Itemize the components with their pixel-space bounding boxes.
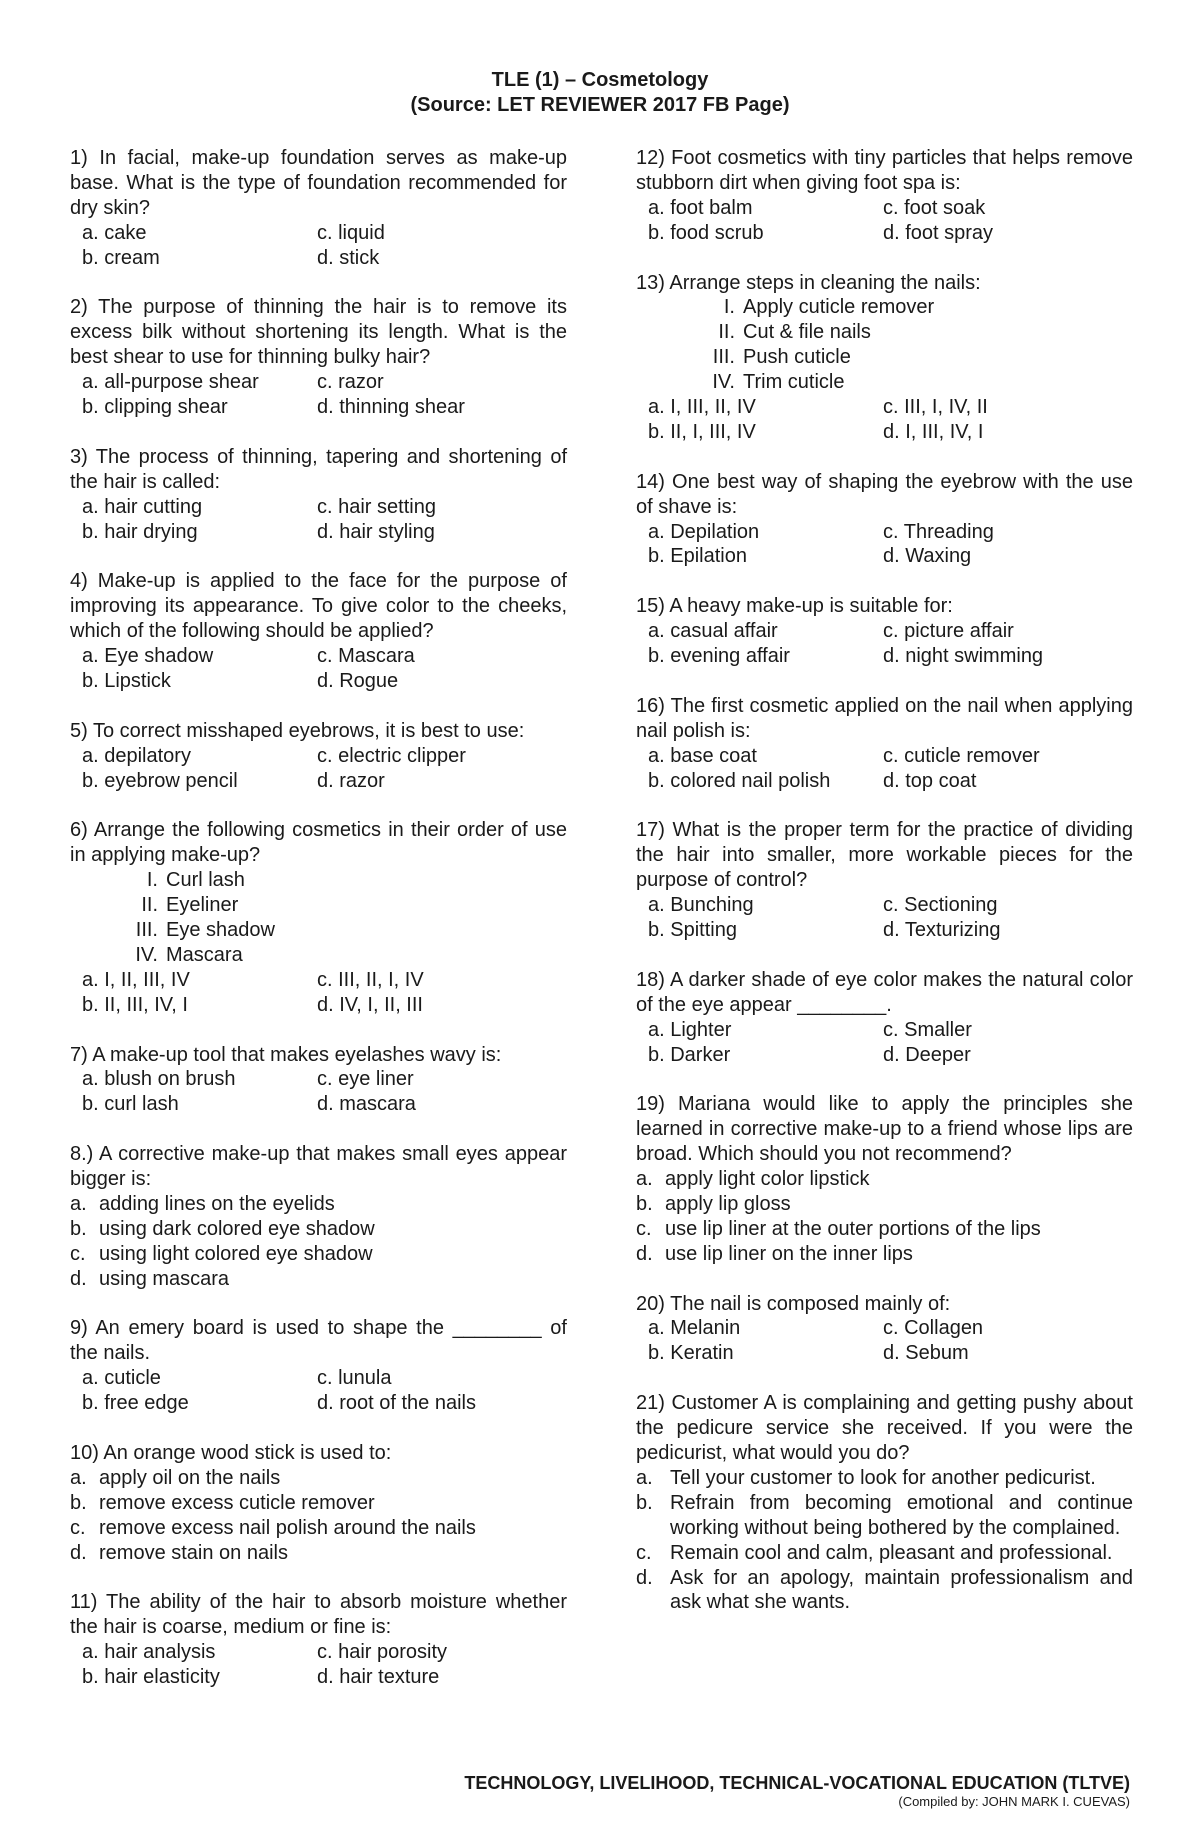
question-14	[636, 470, 1133, 570]
option-c: c. hair porosity	[317, 1641, 448, 1664]
option-b: b. evening affair	[648, 645, 790, 668]
list-item: IV. Trim cuticle	[712, 371, 845, 394]
option-b: b. cream	[82, 246, 160, 269]
option-c: c. Threading	[883, 520, 994, 543]
question-stem: 8.) A corrective make-up that makes small eyes appear bigger is:	[70, 1143, 567, 1191]
option-list	[70, 1192, 567, 1292]
option-list	[636, 1167, 1133, 1267]
question-stem: 6) Arrange the following cosmetics in their order of use in applying make-up?	[70, 819, 567, 867]
option-b: b. colored nail polish	[648, 769, 831, 792]
option-c: c. liquid	[317, 221, 385, 244]
option-b: b. clipping shear	[82, 396, 228, 419]
option-d: d. Ask for an apology, maintain professionalism and ask what she wants.	[636, 1566, 1133, 1614]
right-column	[636, 146, 1133, 1640]
option-d: d. root of the nails	[317, 1392, 476, 1415]
question-16	[636, 694, 1133, 794]
question-stem: 9) An emery board is used to shape the ________ of the nails.	[70, 1317, 567, 1365]
document-footer	[464, 1772, 1130, 1810]
question-stem: 21) Customer A is complaining and getting pushy about the pedicure service she received. If you were the pedicurist, what would you do?	[636, 1392, 1133, 1464]
option-a: a. all-purpose shear	[82, 371, 259, 394]
option-b: b. II, I, III, IV	[648, 420, 756, 443]
question-stem: 10) An orange wood stick is used to:	[70, 1441, 392, 1464]
option-b: b. Keratin	[648, 1342, 734, 1365]
option-b: b. Lipstick	[82, 669, 171, 692]
option-a: a. foot balm	[648, 196, 753, 219]
option-b: b. Spitting	[648, 919, 737, 942]
option-a: a. Bunching	[648, 894, 754, 917]
list-item: I. Apply cuticle remover	[723, 296, 935, 319]
list-item: I. Curl lash	[146, 869, 245, 892]
option-c: c. use lip liner at the outer portions of the lips	[636, 1217, 1041, 1240]
question-8	[70, 1142, 567, 1291]
option-d: d. stick	[317, 246, 380, 269]
option-a: a. I, III, II, IV	[648, 396, 756, 419]
list-item: III. Eye shadow	[135, 919, 275, 942]
question-12	[636, 146, 1133, 246]
list-item: IV. Mascara	[135, 943, 243, 966]
option-a: a. Melanin	[648, 1317, 741, 1340]
option-d: d. hair styling	[317, 520, 435, 543]
option-d: d. using mascara	[70, 1267, 230, 1290]
question-18	[636, 968, 1133, 1068]
option-b: b. food scrub	[648, 221, 764, 244]
question-stem: 12) Foot cosmetics with tiny particles that helps remove stubborn dirt when giving foot spa is:	[636, 147, 1133, 194]
option-d: d. foot spray	[883, 221, 994, 244]
question-2	[70, 295, 567, 420]
option-a: a. apply oil on the nails	[70, 1466, 281, 1489]
option-a: a. Eye shadow	[82, 645, 214, 668]
option-c: c. III, II, I, IV	[317, 968, 424, 991]
option-c: c. picture affair	[883, 620, 1014, 643]
option-c: c. III, I, IV, II	[883, 396, 988, 419]
option-d: d. remove stain on nails	[70, 1541, 288, 1564]
option-list	[636, 1466, 1133, 1615]
question-stem: 15) A heavy make-up is suitable for:	[636, 595, 953, 618]
question-15	[636, 594, 1133, 669]
question-stem: 4) Make-up is applied to the face for the purpose of improving its appearance. To give color to the cheeks, which of the following should be applied?	[70, 570, 567, 643]
question-stem: 3) The process of thinning, tapering and shortening of the hair is called:	[70, 445, 567, 493]
option-a: a. casual affair	[648, 620, 778, 643]
footer-credit: (Compiled by: JOHN MARK I. CUEVAS)	[898, 1794, 1130, 1809]
question-13	[636, 271, 1133, 445]
question-9	[70, 1316, 567, 1416]
option-d: d. IV, I, II, III	[317, 993, 423, 1016]
question-11	[70, 1590, 567, 1690]
option-a: a. cuticle	[82, 1367, 161, 1390]
question-stem: 19) Mariana would like to apply the principles she learned in corrective make-up to a friend whose lips are broad. Which should you not recommend?	[636, 1093, 1133, 1166]
option-c: c. electric clipper	[317, 744, 466, 767]
option-c: c. Collagen	[883, 1317, 984, 1340]
option-d: d. Deeper	[883, 1043, 971, 1066]
question-stem: 14) One best way of shaping the eyebrow with the use of shave is:	[636, 470, 1133, 518]
option-b: b. using dark colored eye shadow	[70, 1217, 375, 1240]
option-c: c. foot soak	[883, 196, 986, 219]
option-b: b. hair elasticity	[82, 1666, 220, 1689]
option-d: d. night swimming	[883, 645, 1044, 668]
option-b: b. remove excess cuticle remover	[70, 1491, 375, 1514]
question-3	[70, 445, 567, 545]
option-list	[70, 1466, 567, 1566]
option-c: c. Remain cool and calm, pleasant and professional.	[636, 1541, 1113, 1564]
option-d: d. hair texture	[317, 1666, 440, 1689]
option-c: c. cuticle remover	[883, 744, 1040, 767]
option-c: c. Sectioning	[883, 894, 998, 917]
question-stem: 18) A darker shade of eye color makes the natural color of the eye appear ________.	[636, 968, 1133, 1016]
option-b: b. free edge	[82, 1392, 189, 1415]
list-item: II. Cut & file nails	[718, 321, 871, 344]
option-d: d. I, III, IV, I	[883, 420, 984, 443]
question-7	[70, 1043, 567, 1118]
question-17	[636, 818, 1133, 943]
option-b: b. hair drying	[82, 520, 198, 543]
option-c: c. using light colored eye shadow	[70, 1242, 373, 1265]
question-5	[70, 719, 567, 794]
option-a: a. Depilation	[648, 520, 760, 543]
option-a: a. base coat	[648, 744, 757, 767]
option-c: c. Smaller	[883, 1018, 972, 1041]
question-stem: 11) The ability of the hair to absorb moisture whether the hair is coarse, medium or fine is:	[70, 1591, 567, 1639]
roman-list	[70, 868, 567, 968]
question-21	[636, 1391, 1133, 1615]
option-a: a. Lighter	[648, 1018, 732, 1041]
question-stem: 13) Arrange steps in cleaning the nails:	[636, 271, 981, 294]
page-source: (Source: LET REVIEWER 2017 FB Page)	[410, 94, 790, 116]
question-1	[70, 146, 567, 271]
option-a: a. cake	[82, 221, 147, 244]
question-stem: 1) In facial, make-up foundation serves as make-up base. What is the type of foundation recommended for dry skin?	[70, 147, 567, 219]
question-stem: 7) A make-up tool that makes eyelashes wavy is:	[70, 1043, 502, 1066]
question-stem: 17) What is the proper term for the practice of dividing the hair into smaller, more workable pieces for the purpose of control?	[636, 819, 1133, 892]
option-c: c. lunula	[317, 1367, 392, 1390]
option-c: c. hair setting	[317, 495, 436, 518]
question-20	[636, 1292, 1133, 1367]
question-stem: 16) The first cosmetic applied on the nail when applying nail polish is:	[636, 694, 1133, 742]
option-d: d. Waxing	[883, 545, 972, 568]
option-d: d. Texturizing	[883, 919, 1001, 942]
footer-title: TECHNOLOGY, LIVELIHOOD, TECHNICAL-VOCATIONAL EDUCATION (TLTVE)	[464, 1773, 1130, 1793]
page-title: TLE (1) – Cosmetology	[491, 69, 709, 91]
question-10	[70, 1441, 567, 1566]
option-a: a. hair cutting	[82, 495, 203, 518]
option-b: b. II, III, IV, I	[82, 993, 188, 1016]
option-a: a. I, II, III, IV	[82, 968, 190, 991]
option-d: d. Sebum	[883, 1342, 969, 1365]
option-b: b. curl lash	[82, 1093, 179, 1116]
option-c: c. remove excess nail polish around the nails	[70, 1516, 476, 1539]
question-stem: 20) The nail is composed mainly of:	[636, 1292, 951, 1315]
question-stem: 2) The purpose of thinning the hair is to remove its excess bilk without shortening its length. What is the best shear to use for thinning bulky hair?	[70, 296, 567, 369]
option-d: d. razor	[317, 769, 385, 792]
option-b: b. Darker	[648, 1043, 731, 1066]
option-d: d. thinning shear	[317, 396, 465, 419]
option-b: b. Refrain from becoming emotional and continue working without being bothered by the complained.	[636, 1491, 1133, 1539]
option-b: b. apply lip gloss	[636, 1192, 791, 1215]
option-a: a. depilatory	[82, 744, 191, 767]
list-item: II. Eyeliner	[141, 894, 239, 917]
option-d: d. mascara	[317, 1093, 416, 1116]
question-6	[70, 818, 567, 1017]
option-b: b. Epilation	[648, 545, 747, 568]
option-d: d. Rogue	[317, 669, 399, 692]
option-c: c. eye liner	[317, 1068, 414, 1091]
document-header	[0, 68, 1200, 118]
left-column	[70, 146, 567, 1715]
roman-list	[636, 295, 1133, 395]
option-a: a. apply light color lipstick	[636, 1168, 870, 1191]
option-c: c. Mascara	[317, 645, 415, 668]
option-a: a. hair analysis	[82, 1641, 216, 1664]
option-a: a. adding lines on the eyelids	[70, 1192, 335, 1215]
question-19	[636, 1092, 1133, 1266]
option-d: d. top coat	[883, 769, 977, 792]
question-4	[70, 569, 567, 694]
option-d: d. use lip liner on the inner lips	[636, 1242, 913, 1265]
option-c: c. razor	[317, 371, 384, 394]
list-item: III. Push cuticle	[712, 346, 851, 369]
option-a: a. Tell your customer to look for another pedicurist.	[636, 1466, 1096, 1489]
option-a: a. blush on brush	[82, 1068, 236, 1091]
question-stem: 5) To correct misshaped eyebrows, it is best to use:	[70, 719, 525, 742]
option-b: b. eyebrow pencil	[82, 769, 238, 792]
